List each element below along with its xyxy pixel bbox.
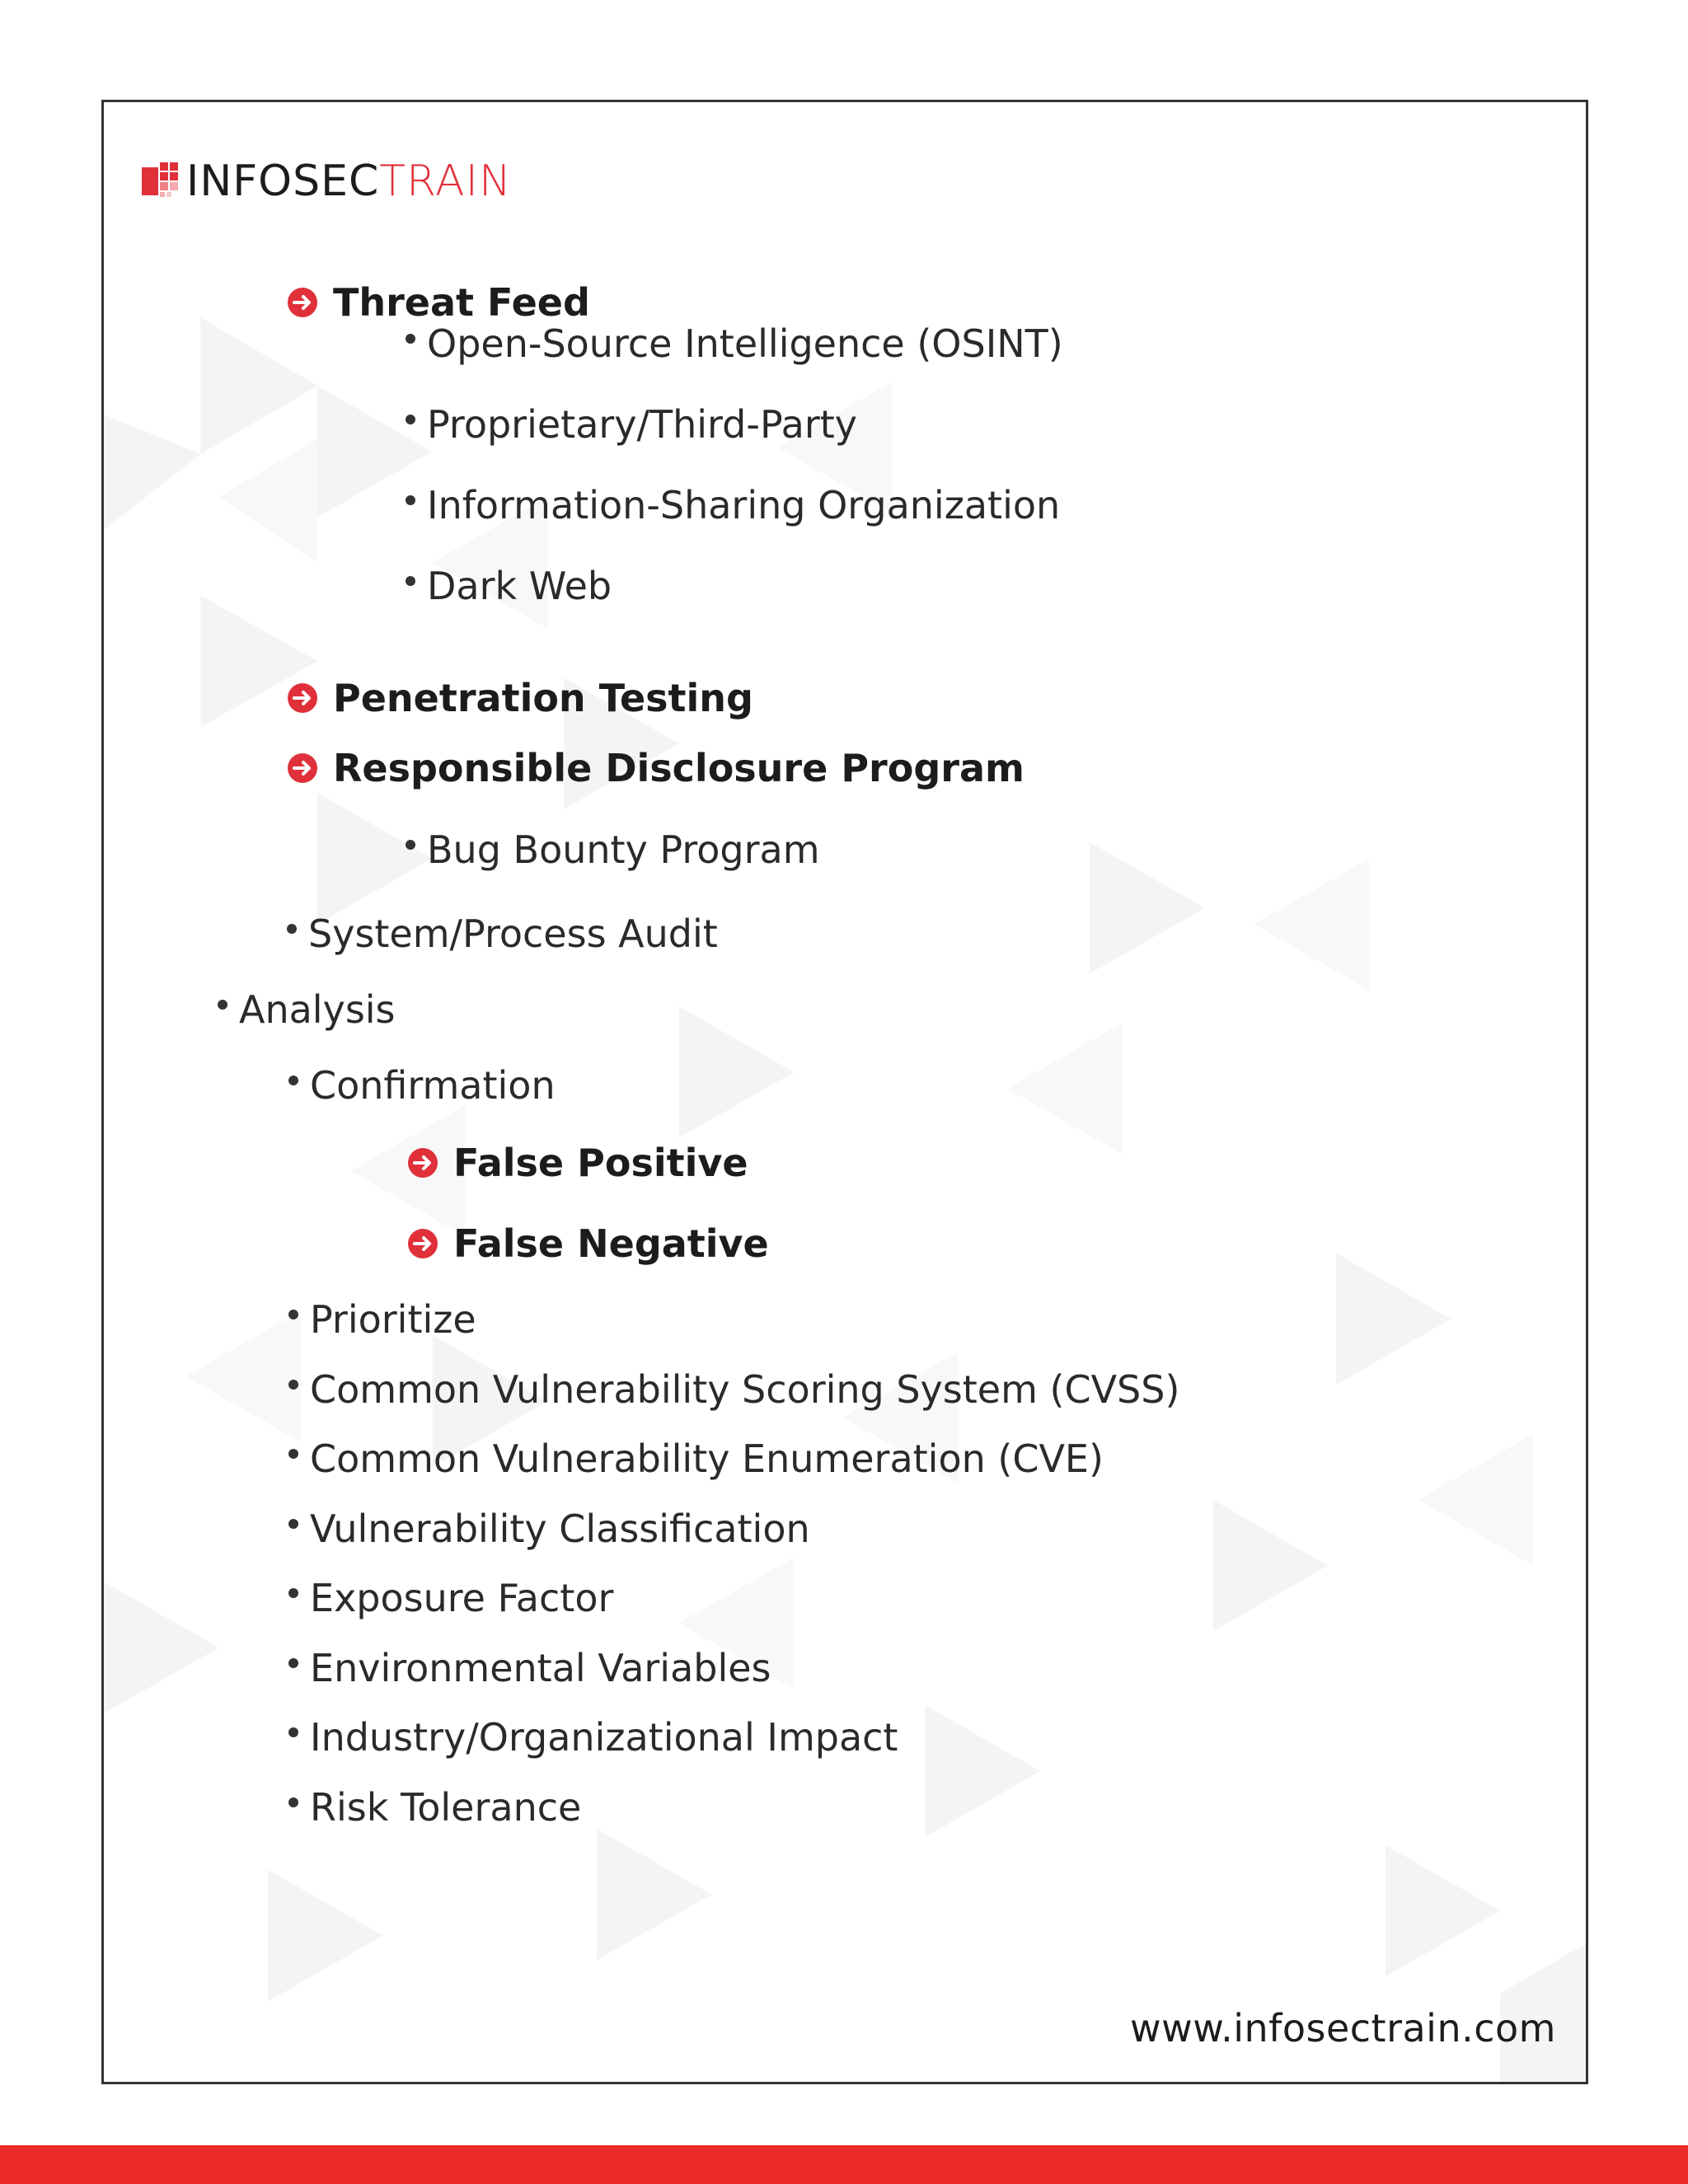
outline-item-environmental-variables: [288, 1646, 771, 1690]
bullet-dot-icon: [406, 334, 415, 344]
bullet-dot-icon: [406, 415, 415, 424]
outline-item-exposure-factor: [288, 1576, 614, 1620]
outline-item-system-process-audit: [287, 912, 718, 956]
bullet-dot-icon: [288, 1380, 298, 1390]
outline-item-vulnerability-classification: [288, 1507, 810, 1551]
outline-item-false-negative: [407, 1221, 769, 1266]
outline-item-label: Prioritize: [310, 1297, 476, 1342]
bullet-dot-icon: [288, 1658, 298, 1668]
bullet-dot-icon: [287, 924, 297, 934]
outline-item-label: Analysis: [239, 987, 396, 1032]
logo-text-infosec: INFOSEC: [186, 157, 380, 206]
outline-item-threat-feed: [287, 280, 590, 325]
page-frame: [101, 100, 1588, 2084]
outline-item-label: System/Process Audit: [308, 912, 718, 956]
logo-text-train: TRAIN: [379, 157, 512, 206]
arrow-circle-icon: [407, 1228, 438, 1259]
outline-item-analysis: [218, 987, 396, 1032]
outline-item-label: Environmental Variables: [310, 1646, 771, 1690]
outline-item-label: Proprietary/Third-Party: [427, 402, 857, 447]
outline-item-label: False Positive: [453, 1141, 748, 1185]
outline-item-bug-bounty-program: [406, 827, 820, 872]
outline-item-information-sharing-organization: [406, 483, 1061, 527]
bullet-dot-icon: [406, 495, 415, 505]
outline-item-label: Information-Sharing Organization: [427, 483, 1061, 527]
outline-item-label: Bug Bounty Program: [427, 827, 820, 872]
arrow-circle-icon: [287, 752, 318, 784]
bullet-dot-icon: [288, 1588, 298, 1598]
bullet-dot-icon: [218, 1000, 227, 1010]
outline-item-label: Common Vulnerability Scoring System (CVSS): [310, 1367, 1180, 1412]
outline-item-confirmation: [288, 1063, 556, 1108]
outline-item-label: Industry/Organizational Impact: [310, 1715, 898, 1760]
bullet-dot-icon: [288, 1727, 298, 1737]
arrow-circle-icon: [407, 1147, 438, 1179]
bullet-dot-icon: [406, 840, 415, 850]
outline-item-common-vulnerability-scoring-system-cvss: [288, 1367, 1180, 1412]
outline-item-label: Common Vulnerability Enumeration (CVE): [310, 1436, 1104, 1481]
outline-list: [104, 102, 1586, 2082]
outline-item-label: Confirmation: [310, 1063, 556, 1108]
outline-item-label: Risk Tolerance: [310, 1785, 582, 1830]
outline-item-common-vulnerability-enumeration-cve: [288, 1436, 1104, 1481]
outline-item-label: Open-Source Intelligence (OSINT): [427, 321, 1063, 366]
outline-item-prioritize: [288, 1297, 476, 1342]
bullet-dot-icon: [288, 1076, 298, 1085]
outline-item-open-source-intelligence-osint: [406, 321, 1063, 366]
outline-item-false-positive: [407, 1141, 748, 1185]
outline-item-label: Vulnerability Classification: [310, 1507, 810, 1551]
bullet-dot-icon: [288, 1519, 298, 1529]
bullet-dot-icon: [406, 576, 415, 586]
outline-item-responsible-disclosure-program: [287, 746, 1025, 790]
bullet-dot-icon: [288, 1797, 298, 1807]
bullet-dot-icon: [288, 1310, 298, 1319]
outline-item-dark-web: [406, 564, 612, 608]
outline-item-label: Penetration Testing: [333, 676, 753, 720]
outline-item-label: Dark Web: [427, 564, 612, 608]
arrow-circle-icon: [287, 682, 318, 714]
outline-item-industry-organizational-impact: [288, 1715, 898, 1760]
outline-item-risk-tolerance: [288, 1785, 582, 1830]
outline-item-proprietary-third-party: [406, 402, 857, 447]
outline-item-label: Exposure Factor: [310, 1576, 614, 1620]
bullet-dot-icon: [288, 1449, 298, 1459]
bottom-red-bar: [0, 2145, 1688, 2184]
outline-item-label: Threat Feed: [333, 280, 590, 325]
arrow-circle-icon: [287, 287, 318, 318]
outline-item-label: False Negative: [453, 1221, 769, 1266]
outline-item-penetration-testing: [287, 676, 753, 720]
outline-item-label: Responsible Disclosure Program: [333, 746, 1025, 790]
footer-website-url[interactable]: www.infosectrain.com: [1129, 2006, 1556, 2050]
